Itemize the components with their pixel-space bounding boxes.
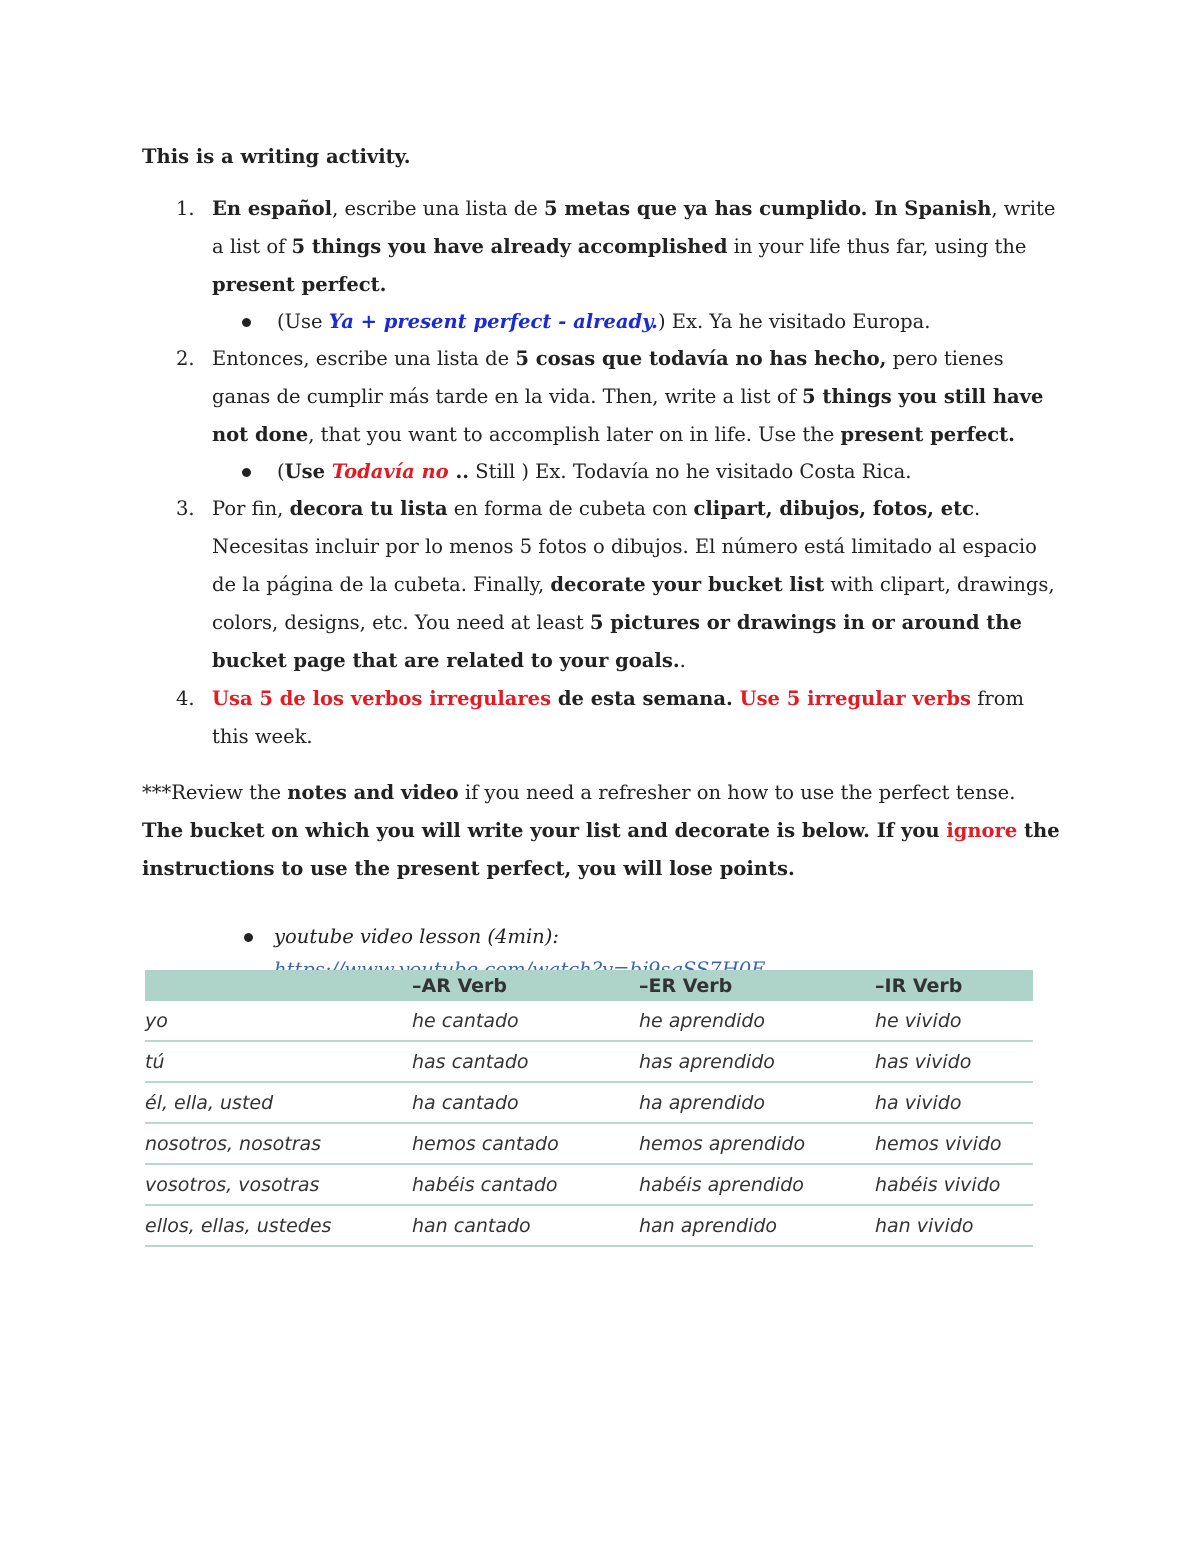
- text-highlight: ignore: [946, 819, 1018, 842]
- instruction-list: [142, 190, 1062, 756]
- table-header-row: [145, 970, 1033, 1001]
- table-cell: hemos cantado: [412, 1123, 639, 1164]
- text-highlight: Ya + present perfect - already.: [328, 310, 658, 333]
- text: ***Review the: [142, 781, 288, 804]
- text-bold: 5 cosas que todavía no has hecho,: [515, 347, 887, 370]
- text-bold: Use: [284, 460, 332, 483]
- table-row: [145, 1205, 1033, 1246]
- activity-title: This is a writing activity.: [142, 145, 411, 168]
- table-cell: hemos vivido: [875, 1123, 1033, 1164]
- table-cell: habéis vivido: [875, 1164, 1033, 1205]
- text: . Necesitas incluir por lo menos 5 fotos o dibujos. El número está limitado al espacio de la página de la cubeta. Finally,: [212, 497, 1037, 596]
- table-cell: vosotros, vosotras: [145, 1164, 412, 1205]
- table-cell: habéis aprendido: [639, 1164, 875, 1205]
- text-highlight: Todavía no: [331, 460, 449, 483]
- sub-bullet-2: [142, 454, 1062, 490]
- table-header-cell: –IR Verb: [875, 970, 1033, 1001]
- table-cell: nosotros, nosotras: [145, 1123, 412, 1164]
- text-bold: En español: [212, 197, 333, 220]
- text: Still ) Ex. Todavía no he visitado Costa Rica.: [469, 460, 912, 483]
- table-cell: has cantado: [412, 1041, 639, 1082]
- text-bold: 5 things you have already accomplished: [291, 235, 728, 258]
- table-row: [145, 1123, 1033, 1164]
- text-bold: decorate your bucket list: [550, 573, 825, 596]
- instruction-item-2: [142, 340, 1062, 490]
- table-header-cell: [145, 970, 412, 1001]
- bullet-icon: [244, 933, 253, 942]
- text: if you need a refresher on how to use the perfect tense.: [458, 781, 1016, 804]
- table-cell: yo: [145, 1001, 412, 1041]
- item-number: 1.: [176, 197, 195, 220]
- text: .: [679, 649, 686, 672]
- table-cell: ha vivido: [875, 1082, 1033, 1123]
- text: Entonces, escribe una lista de: [212, 347, 516, 370]
- text-bold: In Spanish: [867, 197, 992, 220]
- youtube-label: youtube video lesson (4min):: [274, 925, 559, 948]
- text: , escribe una lista de: [332, 197, 545, 220]
- instruction-item-3: [142, 490, 1062, 680]
- table-row: [145, 1041, 1033, 1082]
- text-bold: present perfect.: [840, 423, 1015, 446]
- table-cell: tú: [145, 1041, 412, 1082]
- table-cell: he aprendido: [639, 1001, 875, 1041]
- text: (: [277, 460, 285, 483]
- text-bold: notes and video: [287, 781, 459, 804]
- text: , write a list of: [212, 197, 1056, 258]
- text-bold: the instructions to use the present perfect, you will lose points.: [142, 819, 1060, 880]
- instruction-item-1: [142, 190, 1062, 340]
- table-cell: él, ella, usted: [145, 1082, 412, 1123]
- text: en forma de cubeta con: [447, 497, 694, 520]
- text-bold: 5 pictures or drawings in or around the bucket page that are related to your goals.: [212, 611, 1022, 672]
- table-cell: he vivido: [875, 1001, 1033, 1041]
- table-cell: hemos aprendido: [639, 1123, 875, 1164]
- table-row: [145, 1082, 1033, 1123]
- text: Por fin,: [212, 497, 290, 520]
- table-cell: han vivido: [875, 1205, 1033, 1246]
- table-cell: han cantado: [412, 1205, 639, 1246]
- text: from this week.: [212, 687, 1024, 748]
- table-header-cell: –ER Verb: [639, 970, 875, 1001]
- instruction-item-4: [142, 680, 1062, 756]
- sub-bullet-1: [142, 304, 1062, 340]
- table-cell: han aprendido: [639, 1205, 875, 1246]
- table-cell: he cantado: [412, 1001, 639, 1041]
- text-highlight: Usa 5 de los verbos irregulares: [212, 687, 552, 710]
- text: pero tienes ganas de cumplir más tarde en la vida. Then, write a list of: [212, 347, 1004, 408]
- text: with clipart, drawings, colors, designs, etc. You need at least: [212, 573, 1055, 634]
- table-cell: has aprendido: [639, 1041, 875, 1082]
- text-highlight: Use 5 irregular verbs: [739, 687, 972, 710]
- item-number: 4.: [176, 687, 195, 710]
- table-cell: habéis cantado: [412, 1164, 639, 1205]
- item-number: 2.: [176, 347, 195, 370]
- table-header-cell: –AR Verb: [412, 970, 639, 1001]
- text-bold: 5 things you still have not done: [212, 385, 1044, 446]
- table-cell: ha aprendido: [639, 1082, 875, 1123]
- table-cell: ha cantado: [412, 1082, 639, 1123]
- text-bold: present perfect.: [212, 273, 387, 296]
- table-cell: has vivido: [875, 1041, 1033, 1082]
- text-bold: 5 metas que ya has cumplido.: [544, 197, 868, 220]
- table-row: [145, 1164, 1033, 1205]
- text-bold: decora tu lista: [289, 497, 448, 520]
- text: in your life thus far, using the: [727, 235, 1027, 258]
- conjugation-table: [145, 970, 1033, 1247]
- text: ) Ex. Ya he visitado Europa.: [657, 310, 931, 333]
- text: , that you want to accomplish later on in life. Use the: [308, 423, 841, 446]
- bullet-icon: [242, 318, 251, 327]
- document-page: [142, 140, 1062, 986]
- item-number: 3.: [176, 497, 195, 520]
- text-bold: ..: [448, 460, 470, 483]
- table-row: [145, 1001, 1033, 1041]
- text-bold: The bucket on which you will write your list and decorate is below. If you: [142, 819, 947, 842]
- text-bold: clipart, dibujos, fotos, etc: [693, 497, 975, 520]
- review-paragraph: [142, 774, 1062, 888]
- table-cell: ellos, ellas, ustedes: [145, 1205, 412, 1246]
- text: (Use: [277, 310, 329, 333]
- text-bold: de esta semana.: [551, 687, 740, 710]
- bullet-icon: [242, 468, 251, 477]
